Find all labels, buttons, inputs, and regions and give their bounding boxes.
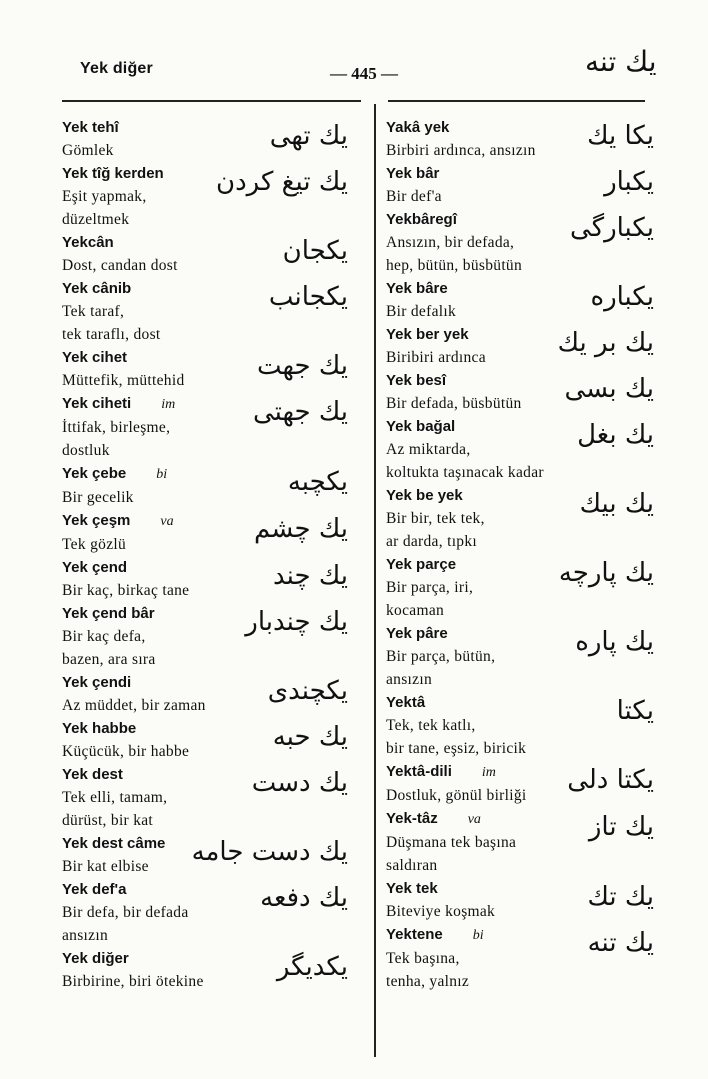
dictionary-entry: [386, 415, 658, 484]
dictionary-entry: [62, 162, 348, 231]
headword-text: Yek dest câme: [62, 835, 166, 852]
entry-definition: ansızın: [386, 671, 433, 688]
entry-definition: Az miktarda,: [386, 441, 471, 458]
header-rule-left: [62, 100, 361, 102]
entry-definition: Bir gecelik: [62, 489, 134, 506]
running-head-left: Yek diğer: [80, 60, 153, 77]
dictionary-entry: [62, 832, 348, 878]
entry-arabic-script: يك دست: [251, 768, 348, 798]
entry-definition: Düşmana tek başına: [386, 834, 517, 851]
entry-arabic-script: يك جهتى: [253, 397, 348, 427]
entry-tag: va: [160, 514, 174, 529]
dictionary-entry: [386, 369, 658, 415]
dictionary-entry: [386, 484, 658, 553]
dictionary-entry: [386, 162, 658, 208]
entry-definition: Biteviye koşmak: [386, 903, 496, 920]
entry-definition: Bir def'a: [386, 188, 442, 205]
entry-arabic-script: يكديگر: [276, 952, 348, 982]
dictionary-entry: [386, 323, 658, 369]
headword-text: Yek parçe: [386, 556, 457, 573]
entry-definition: Gömlek: [62, 142, 114, 159]
headword-text: Yek be yek: [386, 487, 463, 504]
entry-tag: im: [481, 765, 496, 780]
entry-definition: Tek, tek katlı,: [386, 717, 476, 734]
dictionary-entry: [62, 231, 348, 277]
entry-definition: Tek taraf,: [62, 303, 125, 320]
entry-arabic-script: يك تك: [587, 882, 654, 912]
dictionary-entry: [62, 462, 348, 509]
entry-arabic-script: يكتا: [616, 696, 654, 726]
column-divider: [374, 104, 376, 1057]
dictionary-entry: [386, 277, 658, 323]
page-number: — 445 —: [330, 64, 398, 83]
entry-definition: tenha, yalnız: [386, 973, 470, 990]
entry-arabic-script: يكبارگى: [570, 213, 654, 243]
dictionary-entry: [386, 116, 658, 162]
entry-definition: Biribiri ardınca: [386, 349, 486, 366]
entry-definition: Bir kaç, birkaç tane: [62, 582, 190, 599]
headword-text: Yek bâre: [386, 280, 448, 297]
entry-definition: Dost, candan dost: [62, 257, 178, 274]
entry-arabic-script: يك دست جامه: [191, 837, 348, 867]
dictionary-entry: [62, 947, 348, 993]
headword-text: Yek def'a: [62, 881, 127, 898]
entry-arabic-script: يك حبه: [272, 722, 348, 752]
headword-text: Yek çebe: [62, 465, 127, 482]
entry-tag: bi: [472, 928, 484, 943]
dictionary-entry: [386, 208, 658, 277]
left-column: [62, 116, 348, 993]
entry-definition: tek taraflı, dost: [62, 326, 161, 343]
entry-definition: Tek başına,: [386, 950, 460, 967]
headword-text: Yek tek: [386, 880, 438, 897]
entry-definition: Bir parça, iri,: [386, 579, 474, 596]
entry-tag: im: [161, 397, 176, 412]
headword-text: Yek ber yek: [386, 326, 469, 343]
headword-text: Yek çend: [62, 559, 128, 576]
dictionary-entry: [386, 622, 658, 691]
dictionary-entry: [386, 923, 658, 993]
entry-arabic-script: يك جهت: [257, 351, 348, 381]
headword-text: Yekcân: [62, 234, 114, 251]
dictionary-entry: [386, 691, 658, 760]
entry-definition: saldıran: [386, 857, 438, 874]
running-head-right: يك تنه: [585, 45, 657, 78]
entry-arabic-script: يك پارچه: [558, 558, 654, 588]
headword-text: Yektâ-dili: [386, 763, 452, 780]
dictionary-entry: [62, 878, 348, 947]
dictionary-entry: [386, 807, 658, 877]
entry-arabic-script: يكتا دلى: [567, 765, 654, 795]
entry-arabic-script: يك تهى: [269, 121, 348, 151]
entry-definition: Müttefik, müttehid: [62, 372, 185, 389]
headword-text: Yek tehî: [62, 119, 119, 136]
entry-definition: Tek elli, tamam,: [62, 789, 168, 806]
entry-arabic-script: يك پاره: [575, 627, 654, 657]
headword-text: Yek dest: [62, 766, 123, 783]
entry-definition: kocaman: [386, 602, 445, 619]
dictionary-entry: [386, 760, 658, 807]
entry-definition: Birbiri ardınca, ansızın: [386, 142, 536, 159]
page-header: [0, 0, 708, 110]
entry-arabic-script: يك بر يك: [557, 328, 654, 358]
entry-definition: Bir parça, bütün,: [386, 648, 496, 665]
headword-text: Yek cânib: [62, 280, 132, 297]
entry-arabic-script: يك دفعه: [260, 883, 348, 913]
entry-arabic-script: يك بسى: [564, 374, 654, 404]
headword-text: Yek bağal: [386, 418, 456, 435]
entry-definition: Birbirine, biri ötekine: [62, 973, 204, 990]
dictionary-entry: [62, 392, 348, 462]
entry-arabic-script: يكجانب: [268, 282, 348, 312]
entry-definition: Küçücük, bir habbe: [62, 743, 190, 760]
entry-definition: koltukta taşınacak kadar: [386, 464, 544, 481]
dictionary-entry: [62, 763, 348, 832]
headword-text: Yektene: [386, 926, 443, 943]
entry-definition: Bir bir, tek tek,: [386, 510, 485, 527]
entry-arabic-script: يك تاز: [588, 812, 654, 842]
entry-definition: Dostluk, gönül birliği: [386, 787, 527, 804]
headword-text: Yek ciheti: [62, 395, 132, 412]
entry-definition: Eşit yapmak,: [62, 188, 147, 205]
headword-text: Yek pâre: [386, 625, 448, 642]
dictionary-entry: [62, 346, 348, 392]
entry-arabic-script: يك تيغ كردن: [216, 167, 348, 197]
entry-tag: bi: [156, 467, 168, 482]
headword-text: Yek-tâz: [386, 810, 438, 827]
dictionary-entry: [386, 877, 658, 923]
entry-definition: Bir defada, büsbütün: [386, 395, 522, 412]
entry-arabic-script: يك تنه: [587, 928, 654, 958]
entry-arabic-script: يكبار: [604, 167, 654, 197]
dictionary-entry: [62, 602, 348, 671]
entry-arabic-script: يك بيك: [579, 489, 654, 519]
headword-text: Yek bâr: [386, 165, 440, 182]
headword-text: Yek çeşm: [62, 512, 131, 529]
entry-definition: ar darda, tıpkı: [386, 533, 478, 550]
entry-arabic-script: يكجان: [282, 236, 348, 266]
entry-definition: Bir defalık: [386, 303, 457, 320]
dictionary-entry: [62, 717, 348, 763]
entry-arabic-script: يك چند: [273, 561, 348, 591]
entry-definition: Tek gözlü: [62, 536, 127, 553]
entry-arabic-script: يك چندبار: [245, 607, 348, 637]
entry-arabic-script: يكچبه: [287, 467, 348, 497]
dictionary-entry: [62, 671, 348, 717]
headword-text: Yek besî: [386, 372, 447, 389]
entry-tag: va: [467, 812, 481, 827]
entry-definition: Bir kaç defa,: [62, 628, 146, 645]
entry-arabic-script: يكباره: [590, 282, 654, 312]
dictionary-entry: [62, 556, 348, 602]
entry-definition: düzeltmek: [62, 211, 130, 228]
headword-text: Yek çendi: [62, 674, 132, 691]
entry-arabic-script: يك بغل: [577, 420, 654, 450]
header-rule-right: [388, 100, 645, 102]
entry-definition: dostluk: [62, 442, 110, 459]
dictionary-entry: [62, 277, 348, 346]
headword-text: Yekbâregî: [386, 211, 457, 228]
headword-text: Yek diğer: [62, 950, 129, 967]
entry-definition: hep, bütün, büsbütün: [386, 257, 523, 274]
entry-arabic-script: يكچندى: [267, 676, 348, 706]
entry-definition: Az müddet, bir zaman: [62, 697, 206, 714]
headword-text: Yek tîğ kerden: [62, 165, 164, 182]
headword-text: Yektâ: [386, 694, 426, 711]
headword-text: Yek cihet: [62, 349, 128, 366]
dictionary-entry: [386, 553, 658, 622]
entry-arabic-script: يكا يك: [587, 121, 654, 151]
entry-definition: dürüst, bir kat: [62, 812, 154, 829]
entry-definition: İttifak, birleşme,: [62, 419, 171, 436]
headword-text: Yakâ yek: [386, 119, 450, 136]
dictionary-entry: [62, 509, 348, 556]
headword-text: Yek habbe: [62, 720, 137, 737]
entry-definition: ansızın: [62, 927, 109, 944]
right-column: [386, 116, 658, 993]
headword-text: Yek çend bâr: [62, 605, 155, 622]
entry-definition: Bir defa, bir defada: [62, 904, 189, 921]
entry-arabic-script: يك چشم: [254, 514, 348, 544]
entry-definition: Ansızın, bir defada,: [386, 234, 515, 251]
entry-definition: bir tane, eşsiz, biricik: [386, 740, 527, 757]
entry-definition: Bir kat elbise: [62, 858, 149, 875]
entry-definition: bazen, ara sıra: [62, 651, 156, 668]
dictionary-entry: [62, 116, 348, 162]
